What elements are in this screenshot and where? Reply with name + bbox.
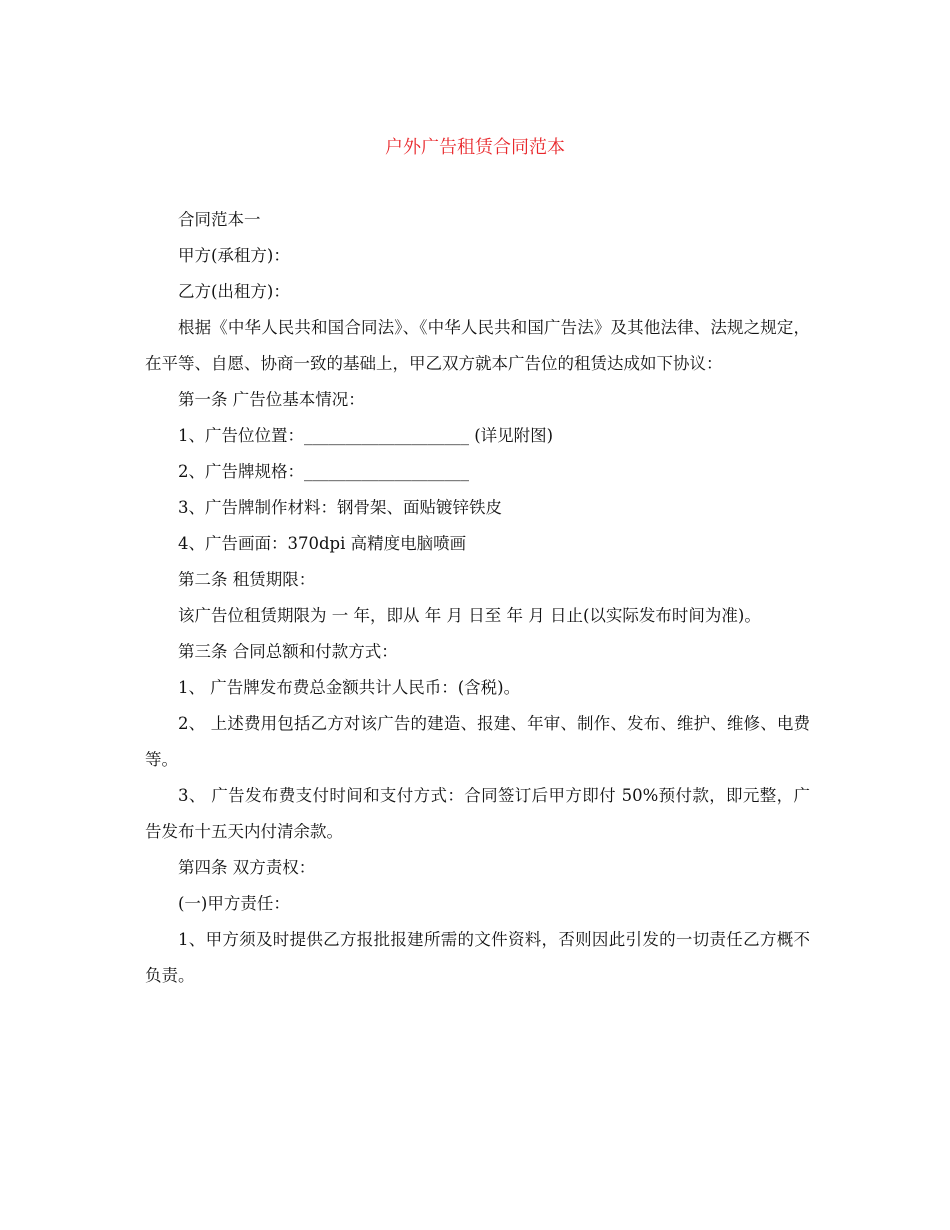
paragraph-article-two-heading: 第二条 租赁期限： [178,570,316,589]
paragraph-article-four-heading: 第四条 双方责权： [178,858,316,877]
paragraph-billboard-spec: 2、广告牌规格：____________________ [178,462,469,481]
paragraph-fee-coverage: 2、 上述费用包括乙方对该广告的建造、报建、年审、制作、发布、维护、维修、电费等。 [145,714,810,769]
paragraph-legal-basis: 根据《中华人民共和国合同法》、《中华人民共和国广告法》及其他法律、法规之规定，在平等、自愿、协商一致的基础上，甲乙双方就本广告位的租赁达成如下协议： [145,318,810,373]
paragraph-party-a-duties-heading: (一)甲方责任： [178,894,290,913]
paragraph-article-one-heading: 第一条 广告位基本情况： [178,390,365,409]
paragraph-ad-location: 1、广告位位置：____________________ (详见附图) [178,426,554,445]
paragraph-party-a-duty-one: 1、甲方须及时提供乙方报批报建所需的文件资料，否则因此引发的一切责任乙方概不负责。 [145,930,810,985]
paragraph-contract-sample-one: 合同范本一 [178,210,261,229]
paragraph-payment-terms: 3、 广告发布费支付时间和支付方式：合同签订后甲方即付 50%预付款，即元整，广告发布十五天内付清余款。 [145,786,810,841]
document-title: 户外广告租赁合同范本 [385,137,565,158]
paragraph-ad-print: 4、广告画面：370dpi 高精度电脑喷画 [178,534,467,553]
paragraph-total-fee: 1、 广告牌发布费总金额共计人民币：(含税)。 [178,678,521,697]
paragraph-article-three-heading: 第三条 合同总额和付款方式： [178,642,398,661]
document-body [145,202,810,994]
paragraph-lease-term: 该广告位租赁期限为 一 年，即从 年 月 日至 年 月 日止(以实际发布时间为准)。 [178,606,761,625]
paragraph-party-a: 甲方(承租方)： [178,246,290,265]
paragraph-billboard-material: 3、广告牌制作材料：钢骨架、面贴镀锌铁皮 [178,498,502,517]
paragraph-party-b: 乙方(出租方)： [178,282,290,301]
